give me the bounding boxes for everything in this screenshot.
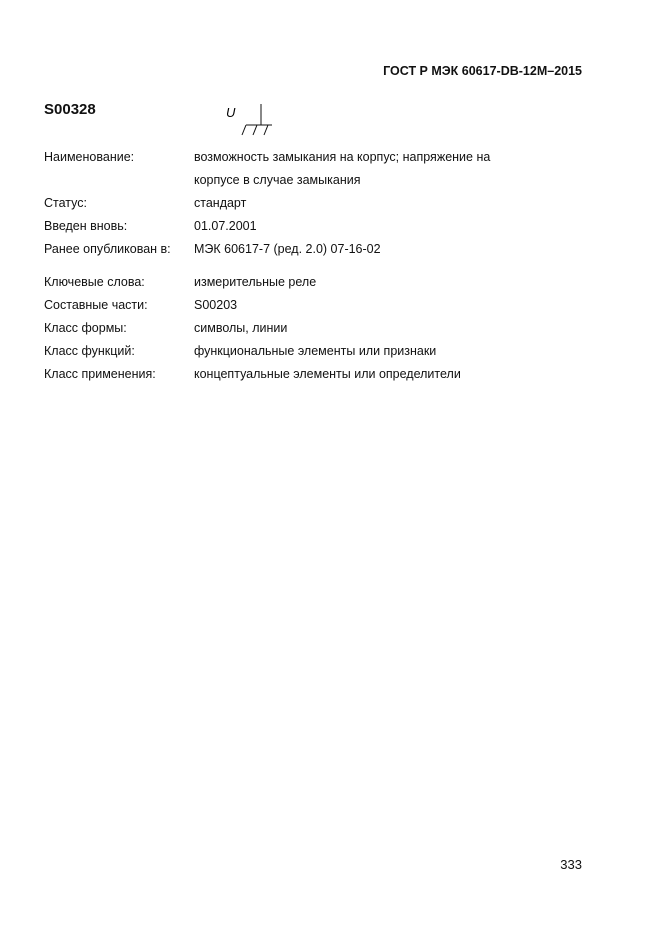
field-value: S00203 bbox=[194, 298, 238, 312]
page-number: 333 bbox=[560, 857, 582, 872]
field-label: Введен вновь: bbox=[44, 219, 128, 233]
field-value: концептуальные элементы или определители bbox=[194, 367, 461, 381]
field-label: Составные части: bbox=[44, 298, 148, 312]
field-label: Ранее опубликован в: bbox=[44, 242, 171, 256]
symbol-code: S00328 bbox=[44, 101, 96, 118]
field-value: МЭК 60617-7 (ред. 2.0) 07-16-02 bbox=[194, 242, 381, 256]
field-value: стандарт bbox=[194, 196, 247, 210]
field-label: Ключевые слова: bbox=[44, 275, 145, 289]
field-value: 01.07.2001 bbox=[194, 219, 257, 233]
field-label: Статус: bbox=[44, 196, 87, 210]
field-label: Класс формы: bbox=[44, 321, 127, 335]
field-value: возможность замыкания на корпус; напряжение на bbox=[194, 150, 491, 164]
field-label: Класс функций: bbox=[44, 344, 135, 358]
field-value: символы, линии bbox=[194, 321, 288, 335]
symbol-letter: U bbox=[226, 105, 236, 120]
document-header: ГОСТ Р МЭК 60617-DB-12M–2015 bbox=[383, 64, 582, 78]
field-value: функциональные элементы или признаки bbox=[194, 344, 437, 358]
frame-fault-symbol-icon bbox=[224, 102, 276, 138]
field-label: Наименование: bbox=[44, 150, 135, 164]
field-label: Класс применения: bbox=[44, 367, 156, 381]
field-value: корпусе в случае замыкания bbox=[194, 173, 361, 187]
field-value: измерительные реле bbox=[194, 275, 317, 289]
